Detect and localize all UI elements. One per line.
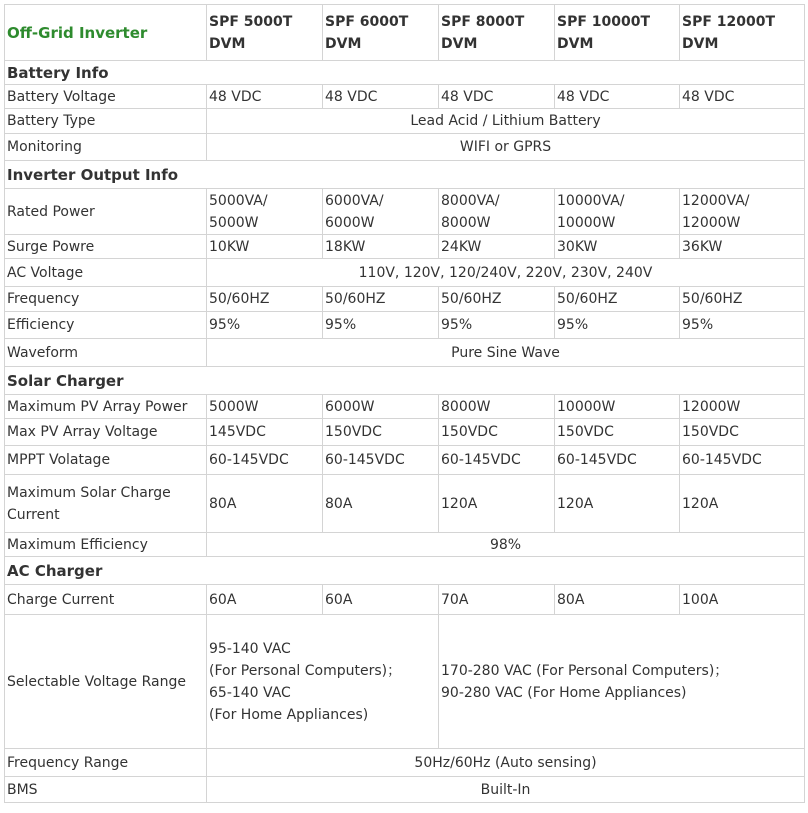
cell-line: 12000VA/ (682, 192, 750, 209)
table-cell: 95% (555, 312, 680, 339)
row-label: Maximum Efficiency (5, 533, 207, 557)
cell-line: 5000W (209, 214, 259, 231)
table-cell: 95% (323, 312, 439, 339)
cell-line: (For Personal Computers)； (209, 662, 402, 679)
table-cell: 120A (680, 475, 805, 533)
row-label: Waveform (5, 339, 207, 367)
table-cell: Pure Sine Wave (207, 339, 805, 367)
table-row (5, 446, 805, 475)
model-name: SPF 10000T (557, 13, 651, 30)
table-row (5, 749, 805, 777)
table-cell: 150VDC (323, 419, 439, 446)
table-cell: 8000W (439, 395, 555, 419)
table-cell: 120A (555, 475, 680, 533)
table-cell: 100A (680, 585, 805, 615)
table-row (5, 585, 805, 615)
table-cell (439, 615, 805, 749)
section-heading: Inverter Output Info (5, 161, 805, 189)
label-line: Current (7, 506, 60, 523)
section-row (5, 61, 805, 85)
table-cell: 80A (555, 585, 680, 615)
label-line: Maximum Solar Charge (7, 484, 171, 501)
table-cell (439, 189, 555, 235)
table-cell: 50/60HZ (680, 287, 805, 312)
table-row (5, 189, 805, 235)
table-cell: 50/60HZ (555, 287, 680, 312)
section-row (5, 367, 805, 395)
table-cell (555, 189, 680, 235)
cell-line: 10000VA/ (557, 192, 625, 209)
cell-line: 6000W (325, 214, 375, 231)
table-cell: 120A (439, 475, 555, 533)
table-row (5, 339, 805, 367)
model-suffix: DVM (325, 35, 362, 52)
row-label: BMS (5, 777, 207, 803)
section-heading: AC Charger (5, 557, 805, 585)
table-row (5, 134, 805, 161)
table-cell: 6000W (323, 395, 439, 419)
model-suffix: DVM (441, 35, 478, 52)
row-label: Monitoring (5, 134, 207, 161)
model-suffix: DVM (209, 35, 246, 52)
table-cell: 50/60HZ (207, 287, 323, 312)
table-cell: 50/60HZ (323, 287, 439, 312)
table-cell: 48 VDC (439, 85, 555, 109)
table-cell: 48 VDC (207, 85, 323, 109)
table-cell: 60-145VDC (680, 446, 805, 475)
table-cell: 70A (439, 585, 555, 615)
table-cell: 150VDC (439, 419, 555, 446)
table-cell: 60A (207, 585, 323, 615)
row-label: Selectable Voltage Range (5, 615, 207, 749)
row-label: Battery Type (5, 109, 207, 134)
table-cell (207, 615, 439, 749)
table-cell: 48 VDC (680, 85, 805, 109)
table-row (5, 109, 805, 134)
cell-line: 65-140 VAC (209, 684, 291, 701)
model-header (555, 5, 680, 61)
section-heading: Solar Charger (5, 367, 805, 395)
table-cell: 12000W (680, 395, 805, 419)
table-cell: Lead Acid / Lithium Battery (207, 109, 805, 134)
table-cell: 150VDC (555, 419, 680, 446)
table-cell: 10000W (555, 395, 680, 419)
spec-table (4, 4, 805, 803)
table-cell: 98% (207, 533, 805, 557)
cell-line: 90-280 VAC (For Home Appliances) (441, 684, 687, 701)
row-label: Rated Power (5, 189, 207, 235)
table-cell: 30KW (555, 235, 680, 259)
table-cell: 95% (207, 312, 323, 339)
row-label: Surge Powre (5, 235, 207, 259)
cell-line: 95-140 VAC (209, 640, 291, 657)
row-label (5, 475, 207, 533)
row-label: Maximum PV Array Power (5, 395, 207, 419)
row-label: Charge Current (5, 585, 207, 615)
section-heading: Battery Info (5, 61, 805, 85)
table-row (5, 615, 805, 749)
model-suffix: DVM (682, 35, 719, 52)
cell-line: 6000VA/ (325, 192, 384, 209)
table-row (5, 312, 805, 339)
cell-line: 8000W (441, 214, 491, 231)
row-label: Frequency (5, 287, 207, 312)
table-row (5, 475, 805, 533)
table-cell: 18KW (323, 235, 439, 259)
cell-line: 12000W (682, 214, 741, 231)
table-cell: WIFI or GPRS (207, 134, 805, 161)
table-cell: 10KW (207, 235, 323, 259)
section-row (5, 557, 805, 585)
table-cell (207, 189, 323, 235)
cell-line: 170-280 VAC (For Personal Computers)； (441, 662, 729, 679)
row-label: MPPT Volatage (5, 446, 207, 475)
table-row (5, 419, 805, 446)
table-row (5, 287, 805, 312)
table-cell: 60-145VDC (555, 446, 680, 475)
model-header (207, 5, 323, 61)
corner-label: Off-Grid Inverter (5, 5, 207, 61)
row-label: Battery Voltage (5, 85, 207, 109)
table-row (5, 395, 805, 419)
table-row (5, 85, 805, 109)
table-cell: 95% (680, 312, 805, 339)
table-row (5, 259, 805, 287)
model-header (680, 5, 805, 61)
table-cell: 80A (323, 475, 439, 533)
model-name: SPF 12000T (682, 13, 776, 30)
model-header (439, 5, 555, 61)
model-header (323, 5, 439, 61)
table-cell: 50Hz/60Hz (Auto sensing) (207, 749, 805, 777)
table-cell: 60A (323, 585, 439, 615)
model-name: SPF 6000T (325, 13, 409, 30)
cell-line: 8000VA/ (441, 192, 500, 209)
cell-line: (For Home Appliances) (209, 706, 369, 723)
table-cell: 150VDC (680, 419, 805, 446)
model-name: SPF 8000T (441, 13, 525, 30)
table-cell: 50/60HZ (439, 287, 555, 312)
table-row (5, 235, 805, 259)
table-cell: 24KW (439, 235, 555, 259)
table-cell: 5000W (207, 395, 323, 419)
table-cell: 36KW (680, 235, 805, 259)
model-name: SPF 5000T (209, 13, 293, 30)
header-row (5, 5, 805, 61)
row-label: Frequency Range (5, 749, 207, 777)
row-label: Max PV Array Voltage (5, 419, 207, 446)
table-cell: 95% (439, 312, 555, 339)
table-cell: 48 VDC (323, 85, 439, 109)
table-cell (680, 189, 805, 235)
section-row (5, 161, 805, 189)
table-cell: 60-145VDC (439, 446, 555, 475)
table-cell: 80A (207, 475, 323, 533)
row-label: AC Voltage (5, 259, 207, 287)
model-suffix: DVM (557, 35, 594, 52)
table-cell: 145VDC (207, 419, 323, 446)
table-cell: 110V, 120V, 120/240V, 220V, 230V, 240V (207, 259, 805, 287)
table-cell: 60-145VDC (207, 446, 323, 475)
row-label: Efficiency (5, 312, 207, 339)
cell-line: 5000VA/ (209, 192, 268, 209)
table-cell (323, 189, 439, 235)
table-cell: 48 VDC (555, 85, 680, 109)
table-cell: Built-In (207, 777, 805, 803)
table-cell: 60-145VDC (323, 446, 439, 475)
table-row (5, 777, 805, 803)
cell-line: 10000W (557, 214, 616, 231)
table-row (5, 533, 805, 557)
